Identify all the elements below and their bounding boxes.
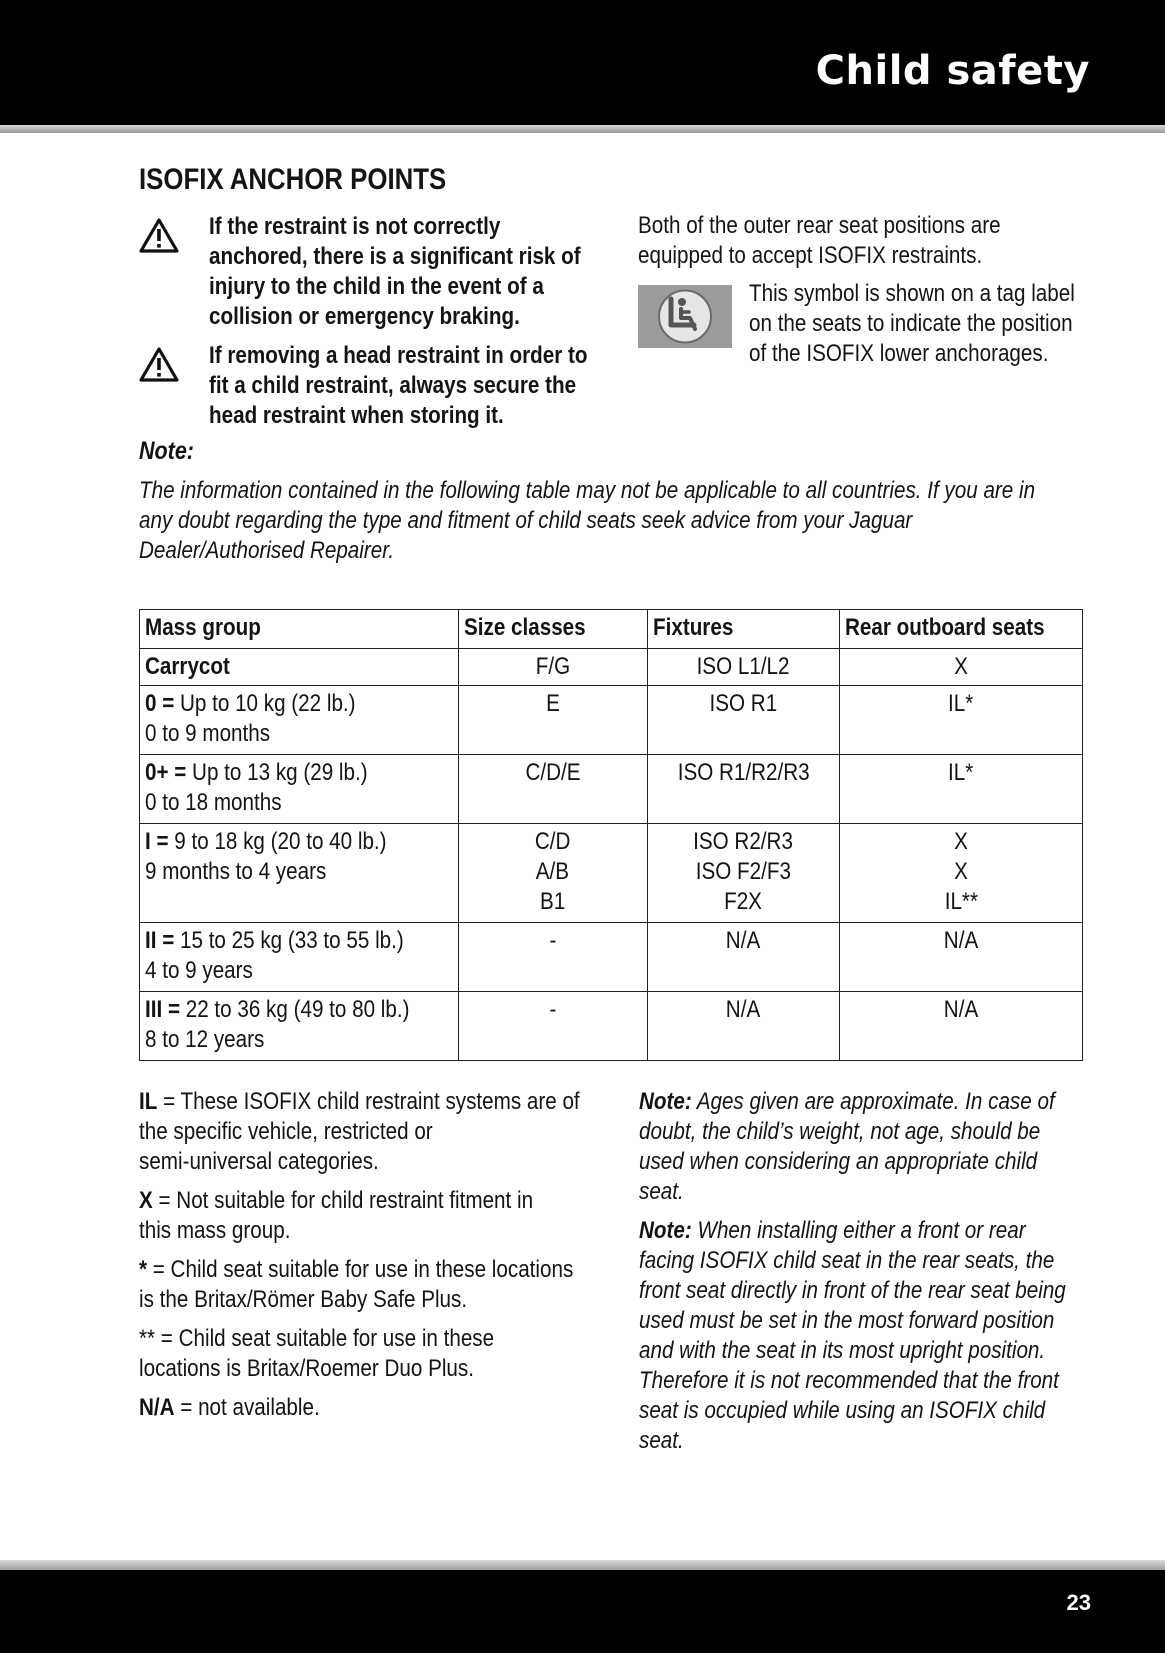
note-ages: Note: Ages given are approximate. In case of doubt, the child’s weight, not age, should be used when considering an appropriate child seat. bbox=[639, 1088, 1055, 1205]
table-row bbox=[140, 824, 1083, 923]
footer-stripe bbox=[0, 1560, 1165, 1570]
legend-single-star: * = Child seat suitable for use in these locations is the Britax/Römer Baby Safe Plus. bbox=[139, 1256, 574, 1313]
isofix-child-seat-icon bbox=[638, 285, 732, 348]
rear-outboard-cell: IL* bbox=[839, 686, 1082, 755]
table-row bbox=[140, 755, 1083, 824]
fixtures-cell: ISO R2/R3 ISO F2/F3 F2X bbox=[647, 824, 839, 923]
table-header-cell: Mass group bbox=[140, 610, 459, 649]
header-stripe bbox=[0, 125, 1165, 133]
size-class-cell: - bbox=[458, 923, 647, 992]
size-class-cell: E bbox=[458, 686, 647, 755]
table-row bbox=[140, 992, 1083, 1061]
table-header-cell: Fixtures bbox=[647, 610, 839, 649]
warning-triangle-icon bbox=[139, 347, 179, 383]
mass-group-cell: 0 = Up to 10 kg (22 lb.) 0 to 9 months bbox=[140, 686, 459, 755]
mass-group-cell: 0+ = Up to 13 kg (29 lb.) 0 to 18 months bbox=[140, 755, 459, 824]
footer-bar bbox=[0, 1570, 1165, 1653]
section-title: ISOFIX ANCHOR POINTS bbox=[139, 163, 447, 196]
table-row bbox=[140, 686, 1083, 755]
note-installing: Note: When installing either a front or rear facing ISOFIX child seat in the rear seats, the front seat directly in front of the rear seat being used must be set in the most forward position and with the seat in its most upright position. Therefore it is not recommended that the front seat is occupied while using an ISOFIX child seat. bbox=[639, 1217, 1066, 1454]
mass-group-cell: II = 15 to 25 kg (33 to 55 lb.) 4 to 9 years bbox=[140, 923, 459, 992]
note-label: Note: bbox=[139, 437, 194, 465]
table-header-row bbox=[140, 610, 1083, 649]
isofix-intro-text: Both of the outer rear seat positions are equipped to accept ISOFIX restraints. bbox=[638, 212, 1001, 269]
legend-x: X = Not suitable for child restraint fitment in this mass group. bbox=[139, 1187, 534, 1244]
mass-group-cell: I = 9 to 18 kg (20 to 40 lb.) 9 months to 4 years bbox=[140, 824, 459, 923]
chapter-title: Child safety bbox=[815, 48, 1090, 94]
fixtures-cell: N/A bbox=[647, 923, 839, 992]
rear-outboard-cell: N/A bbox=[839, 923, 1082, 992]
rear-outboard-cell: X X IL** bbox=[839, 824, 1082, 923]
table-header-cell: Size classes bbox=[458, 610, 647, 649]
note-text: The information contained in the following table may not be applicable to all countries. If you are in any doubt regarding the type and fitment of child seats seek advice from your Jaguar Dealer/Authorised Repairer. bbox=[139, 477, 1036, 564]
warning-text: If the restraint is not correctly anchored, there is a significant risk of injury to the child in the event of a collision or emergency braking. bbox=[209, 213, 581, 330]
rear-outboard-cell: IL* bbox=[839, 755, 1082, 824]
warning-text: If removing a head restraint in order to fit a child restraint, always secure the head restraint when storing it. bbox=[209, 342, 588, 429]
legend-il: IL = These ISOFIX child restraint systems are of the specific vehicle, restricted or semi-universal categories. bbox=[139, 1088, 580, 1175]
legend-double-star: ** = Child seat suitable for use in these locations is Britax/Roemer Duo Plus. bbox=[139, 1325, 495, 1382]
fixtures-cell: ISO L1/L2 bbox=[647, 649, 839, 686]
fixtures-cell: ISO R1 bbox=[647, 686, 839, 755]
rear-outboard-cell: X bbox=[839, 649, 1082, 686]
isofix-fitment-table bbox=[139, 609, 1083, 1061]
warning-triangle-icon bbox=[139, 218, 179, 254]
size-class-cell: C/D A/B B1 bbox=[458, 824, 647, 923]
rear-outboard-cell: N/A bbox=[839, 992, 1082, 1061]
page-number: 23 bbox=[1066, 1590, 1091, 1615]
mass-group-cell: Carrycot bbox=[140, 649, 459, 686]
size-class-cell: - bbox=[458, 992, 647, 1061]
isofix-symbol-text: This symbol is shown on a tag label on the seats to indicate the position of the ISOFIX lower anchorages. bbox=[749, 280, 1075, 367]
table-row bbox=[140, 649, 1083, 686]
table-row bbox=[140, 923, 1083, 992]
mass-group-cell: III = 22 to 36 kg (49 to 80 lb.) 8 to 12 years bbox=[140, 992, 459, 1061]
table-header-cell: Rear outboard seats bbox=[839, 610, 1082, 649]
fixtures-cell: ISO R1/R2/R3 bbox=[647, 755, 839, 824]
size-class-cell: F/G bbox=[458, 649, 647, 686]
fixtures-cell: N/A bbox=[647, 992, 839, 1061]
size-class-cell: C/D/E bbox=[458, 755, 647, 824]
legend-na: N/A = not available. bbox=[139, 1394, 320, 1421]
